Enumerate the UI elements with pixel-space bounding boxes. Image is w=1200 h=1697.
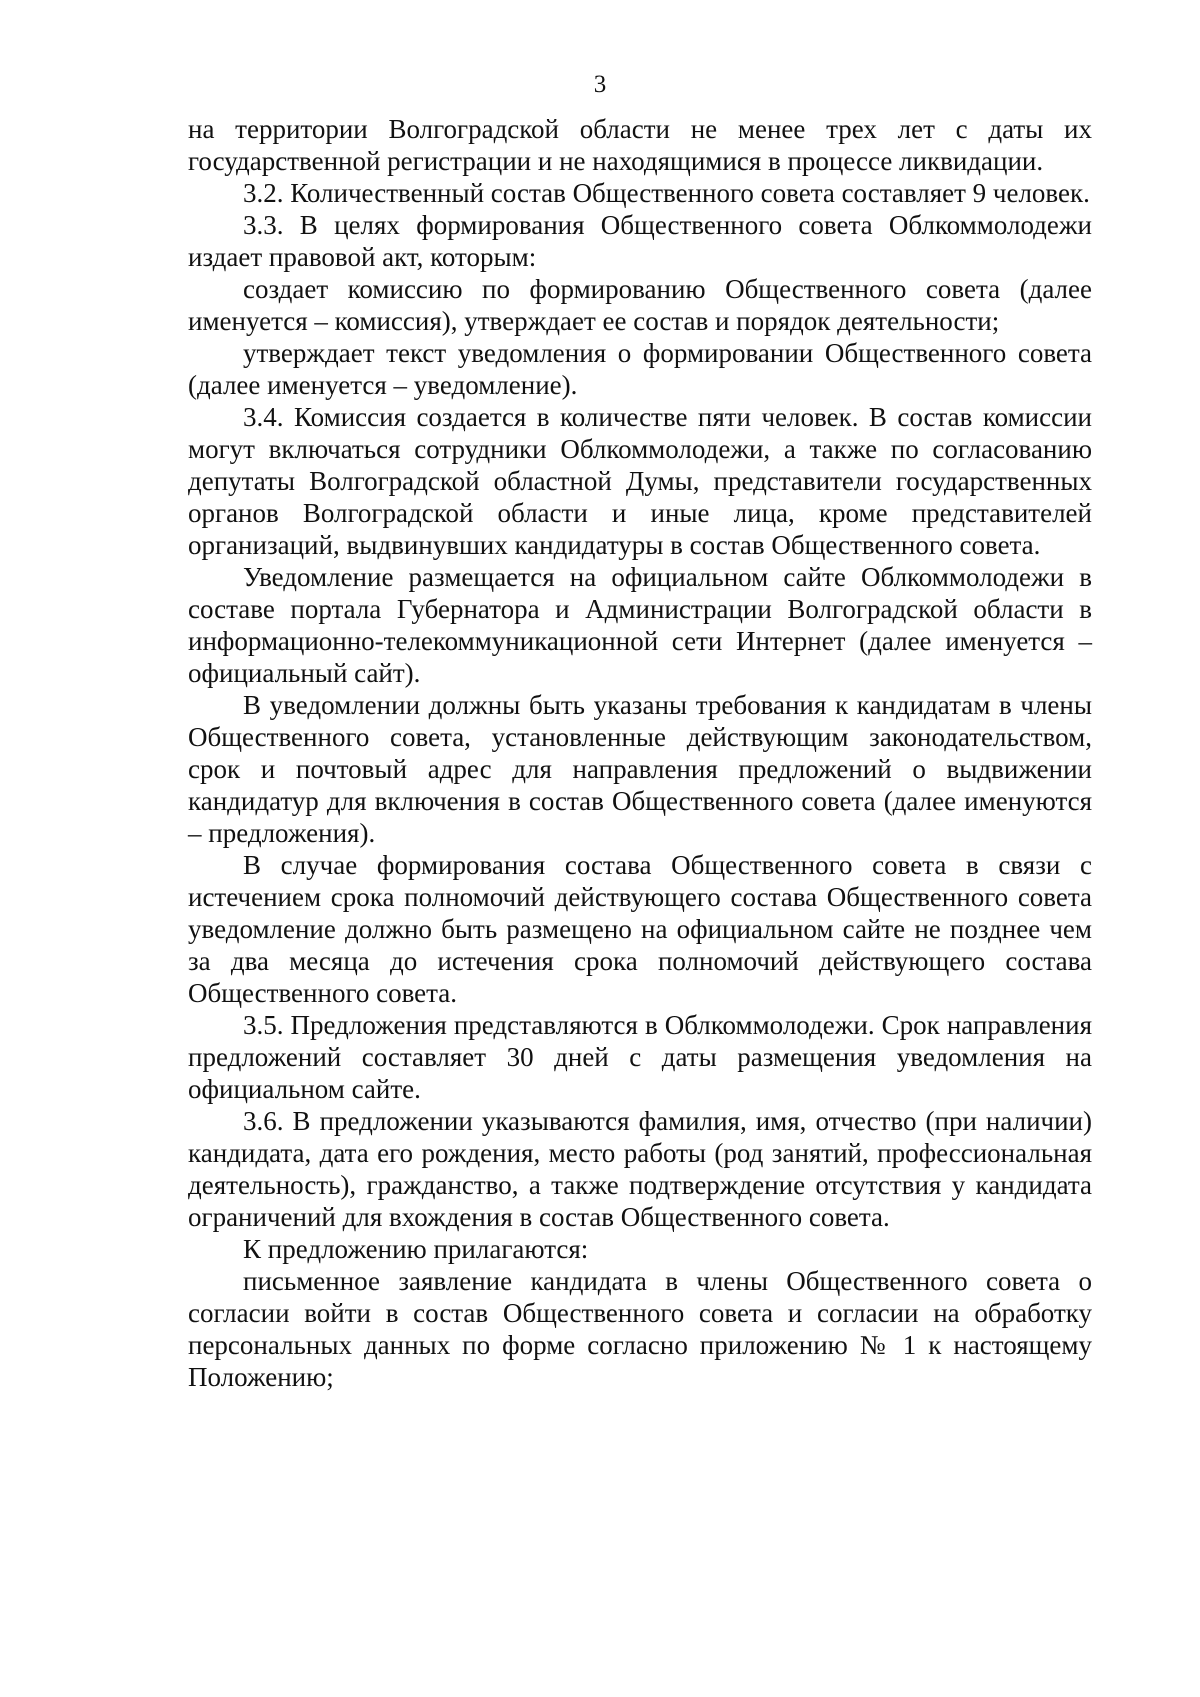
paragraph-3-5: 3.5. Предложения представляются в Облкоммолодежи. Срок направления предложений составляет 30 дней с даты размещения уведомления на официальном сайте. <box>188 1010 1092 1104</box>
paragraph-create-commission: создает комиссию по формированию Общественного совета (далее именуется – комиссия), утверждает ее состав и порядок деятельности; <box>188 274 1092 336</box>
paragraph-3-6: 3.6. В предложении указываются фамилия, имя, отчество (при наличии) кандидата, дата его рождения, место работы (род занятий, профессиональная деятельность), гражданство, а также подтверждение отсутствия у кандидата ограничений для вхождения в состав Общественного совета. <box>188 1106 1092 1232</box>
paragraph-approve-notice: утверждает текст уведомления о формировании Общественного совета (далее именуется – уведомление). <box>188 338 1092 400</box>
paragraph-term-expiry: В случае формирования состава Общественного совета в связи с истечением срока полномочий действующего состава Общественного совета уведомление должно быть размещено на официальном сайте не позднее чем за два месяца до истечения срока полномочий действующего состава Общественного совета. <box>188 850 1092 1008</box>
page-number: 3 <box>593 71 607 98</box>
paragraph-written-statement: письменное заявление кандидата в члены Общественного совета о согласии войти в состав Общественного совета и согласии на обработку персональных данных по форме согласно приложению № 1 к настоящему Положению; <box>188 1266 1092 1392</box>
document-body <box>188 113 1092 1393</box>
paragraph-attachments-heading: К предложению прилагаются: <box>243 1234 589 1264</box>
paragraph-notice-requirements: В уведомлении должны быть указаны требования к кандидатам в члены Общественного совета, установленные действующим законодательством, срок и почтовый адрес для направления предложений о выдвижении кандидатур для включения в состав Общественного совета (далее именуются – предложения). <box>188 690 1092 848</box>
paragraph-notice-placement: Уведомление размещается на официальном сайте Облкоммолодежи в составе портала Губернатора и Администрации Волгоградской области в информационно-телекоммуникационной сети Интернет (далее именуется – официальный сайт). <box>188 562 1092 688</box>
paragraph-3-3: 3.3. В целях формирования Общественного совета Облкоммолодежи издает правовой акт, которым: <box>188 210 1092 272</box>
paragraph-continuation: на территории Волгоградской области не менее трех лет с даты их государственной регистрации и не находящимися в процессе ликвидации. <box>188 114 1092 176</box>
paragraph-3-4: 3.4. Комиссия создается в количестве пяти человек. В состав комиссии могут включаться сотрудники Облкоммолодежи, а также по согласованию депутаты Волгоградской областной Думы, представители государственных органов Волгоградской области и иные лица, кроме представителей организаций, выдвинувших кандидатуры в состав Общественного совета. <box>188 402 1092 560</box>
paragraph-3-2: 3.2. Количественный состав Общественного совета составляет 9 человек. <box>243 178 1090 208</box>
